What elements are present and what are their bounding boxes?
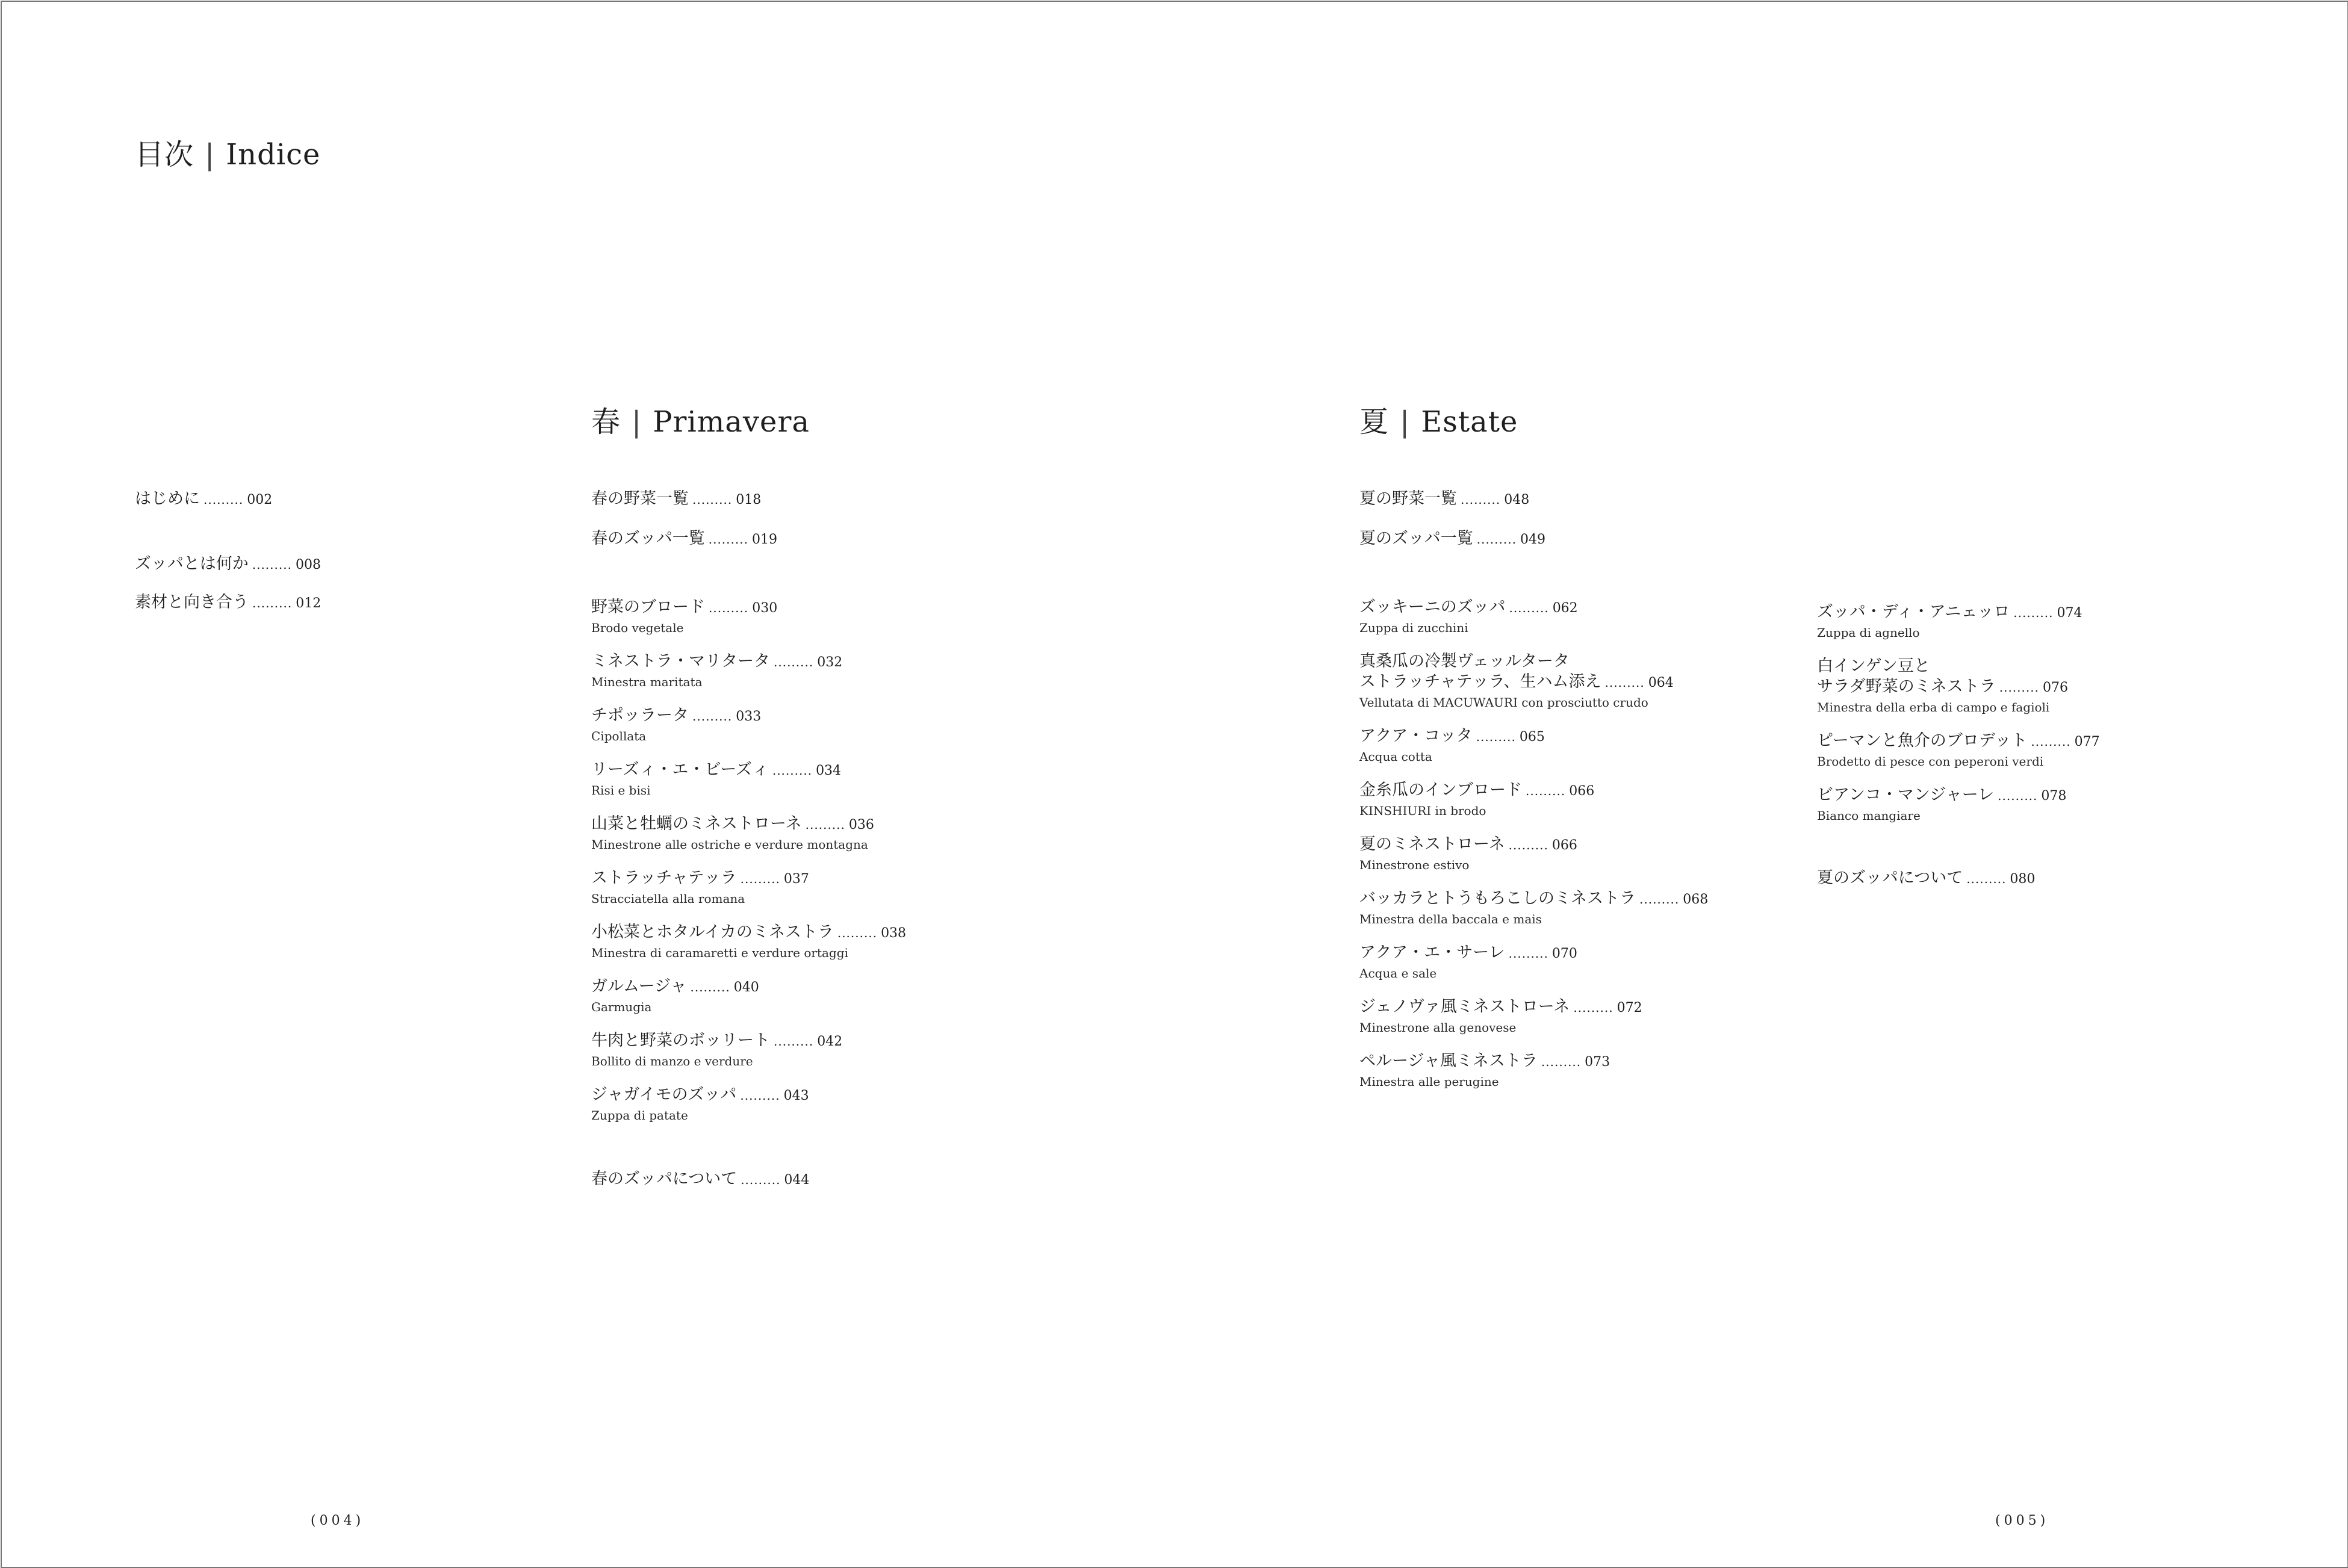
folio-left: (004) <box>311 1513 365 1528</box>
entry-subtitle: Brodetto di pesce con peperoni verdi <box>1817 754 2044 769</box>
entry-title: ペルージャ風ミネストラ <box>1359 1052 1538 1070</box>
entry-title: 牛肉と野菜のボッリート <box>591 1031 770 1050</box>
entry-subtitle: Bollito di manzo e verdure <box>591 1054 753 1068</box>
page-number: 040 <box>733 980 759 995</box>
page-number: 070 <box>1551 946 1577 961</box>
leader-dots: ......... <box>692 492 733 507</box>
entry-title: ジャガイモのズッパ <box>591 1085 737 1104</box>
toc-entry-recipe[interactable] <box>1359 888 1708 928</box>
entry-subtitle: Acqua cotta <box>1359 749 1432 764</box>
toc-entry-recipe[interactable] <box>591 760 906 799</box>
page-number: 080 <box>2010 872 2036 887</box>
leader-dots: ......... <box>1508 838 1548 852</box>
section-separator: | <box>1400 405 1411 439</box>
entry-title: 夏の野菜一覧 <box>1359 489 1457 508</box>
toc-entry-recipe[interactable] <box>591 976 906 1016</box>
entry-subtitle: Minestra della baccala e mais <box>1359 912 1542 926</box>
entry-title: 素材と向き合う <box>135 593 249 612</box>
leader-dots: ......... <box>1573 1000 1613 1015</box>
leader-dots: ......... <box>708 532 748 547</box>
toc-entry-what-is-zuppa[interactable] <box>135 554 321 575</box>
entry-title: 夏のズッパについて <box>1817 869 1963 887</box>
entry-title: 金糸瓜のインブロード <box>1359 781 1522 799</box>
section-title-summer <box>1359 398 1518 440</box>
page-number: 048 <box>1504 492 1530 507</box>
page-number: 073 <box>1585 1055 1610 1070</box>
section-separator: | <box>632 405 642 439</box>
leader-dots: ......... <box>692 709 733 724</box>
toc-entry-recipe[interactable] <box>1359 997 1708 1037</box>
entry-subtitle: KINSHIURI in brodo <box>1359 804 1486 818</box>
leader-dots: ......... <box>1508 946 1548 961</box>
leader-dots: ......... <box>1966 872 2007 886</box>
title-it: Indice <box>226 138 321 172</box>
page-number: 032 <box>817 655 843 670</box>
page-number: 074 <box>2057 606 2082 621</box>
leader-dots: ......... <box>805 817 845 832</box>
toc-entry-recipe[interactable] <box>591 1085 906 1124</box>
entry-title: 山菜と牡蠣のミネストローネ <box>591 814 802 833</box>
summer-column-left <box>1359 489 1708 1105</box>
leader-dots: ......... <box>1509 601 1549 615</box>
toc-entry-recipe[interactable] <box>1817 785 2100 825</box>
leader-dots: ......... <box>1526 784 1566 798</box>
toc-entry-recipe[interactable] <box>1817 602 2100 642</box>
toc-entry-recipe[interactable] <box>591 922 906 962</box>
page-number: 034 <box>816 763 842 778</box>
leader-dots: ......... <box>772 763 813 778</box>
entry-title: ストラッチャテッラ、生ハム添え <box>1359 672 1601 691</box>
entry-title: ピーマンと魚介のブロデット <box>1817 731 2028 750</box>
leader-dots: ......... <box>1604 675 1645 690</box>
toc-entry-recipe[interactable] <box>1359 780 1708 820</box>
page-number: 012 <box>296 596 321 611</box>
entry-title: アクア・エ・サーレ <box>1359 943 1505 962</box>
page-number: 077 <box>2074 734 2100 749</box>
page-number: 008 <box>295 557 321 572</box>
entry-title: アクア・コッタ <box>1359 727 1473 745</box>
leader-dots: ......... <box>774 655 814 669</box>
entry-subtitle: Stracciatella alla romana <box>591 891 745 906</box>
page-number: 068 <box>1683 892 1709 907</box>
leader-dots: ......... <box>740 1088 780 1103</box>
leader-dots: ......... <box>837 926 878 940</box>
leader-dots: ......... <box>1639 892 1680 906</box>
entry-subtitle: Vellutata di MACUWAURI con prosciutto crudo <box>1359 695 1648 710</box>
toc-entry-recipe[interactable] <box>1359 597 1708 637</box>
toc-entry-recipe[interactable] <box>1359 834 1708 874</box>
entry-title: 春のズッパ一覧 <box>591 529 705 548</box>
entry-title: ジェノヴァ風ミネストローネ <box>1359 997 1570 1016</box>
leader-dots: ......... <box>2031 734 2071 749</box>
entry-title: ズッパとは何か <box>135 554 249 573</box>
toc-entry-recipe[interactable] <box>591 1030 906 1070</box>
section-it: Estate <box>1421 405 1518 439</box>
page-number: 043 <box>783 1088 809 1103</box>
entry-title: 小松菜とホタルイカのミネストラ <box>591 923 834 941</box>
entry-subtitle: Garmugia <box>591 1000 652 1014</box>
entry-subtitle: Minestrone alla genovese <box>1359 1020 1517 1035</box>
entry-title: ストラッチャテッラ <box>591 869 737 887</box>
leader-dots: ......... <box>1541 1055 1582 1069</box>
toc-entry-ingredients[interactable] <box>135 592 321 614</box>
entry-title: 春の野菜一覧 <box>591 489 689 508</box>
entry-title: ガルムージャ <box>591 977 687 996</box>
page-title <box>135 131 320 173</box>
entry-title-line1: 真桑瓜の冷製ヴェッルタータ <box>1359 652 1570 671</box>
toc-entry-recipe[interactable] <box>591 705 906 745</box>
entry-title: リーズィ・エ・ビーズィ <box>591 760 769 779</box>
toc-entry-recipe[interactable] <box>1359 1051 1708 1091</box>
title-jp: 目次 <box>135 138 194 172</box>
section-title-spring <box>591 398 810 440</box>
page-number: 064 <box>1648 675 1674 690</box>
section-jp: 夏 <box>1359 405 1390 439</box>
page-number: 066 <box>1569 784 1595 799</box>
entry-title-line1: 白インゲン豆と <box>1817 657 1930 675</box>
intro-column <box>135 489 321 631</box>
section-it: Primavera <box>653 405 810 439</box>
page-number: 037 <box>783 872 809 887</box>
toc-entry-spring-zuppa-list[interactable] <box>591 528 906 550</box>
page-number: 078 <box>2041 789 2067 804</box>
entry-subtitle: Minestrone alle ostriche e verdure montagna <box>591 837 868 852</box>
entry-subtitle: Risi e bisi <box>591 783 651 798</box>
page-number: 018 <box>736 492 762 507</box>
title-separator: | <box>205 138 216 172</box>
entry-title: 夏のミネストローネ <box>1359 835 1505 854</box>
page-number: 076 <box>2042 680 2068 695</box>
entry-title: はじめに <box>135 489 200 508</box>
leader-dots: ......... <box>741 1173 781 1187</box>
toc-entry-summer-about[interactable] <box>1817 868 2100 890</box>
page-number: 065 <box>1519 730 1545 745</box>
entry-title: 夏のズッパ一覧 <box>1359 529 1473 548</box>
entry-title: ミネストラ・マリタータ <box>591 652 770 671</box>
entry-subtitle: Cipollata <box>591 729 647 743</box>
leader-dots: ......... <box>252 596 293 610</box>
toc-entry-recipe[interactable] <box>591 597 906 637</box>
entry-title: バッカラとトうもろこしのミネストラ <box>1359 889 1636 908</box>
leader-dots: ......... <box>690 980 730 994</box>
entry-subtitle: Brodo vegetale <box>591 621 684 635</box>
page-number: 049 <box>1520 532 1545 547</box>
summer-column-right <box>1817 602 2100 890</box>
toc-entry-summer-vegetables[interactable] <box>1359 489 1708 510</box>
toc-entry-recipe[interactable] <box>1359 726 1708 766</box>
leader-dots: ......... <box>1999 680 2039 695</box>
page-number: 019 <box>751 532 777 547</box>
page-number: 002 <box>247 492 273 507</box>
page-number: 042 <box>817 1034 843 1049</box>
entry-title: ズッキーニのズッパ <box>1359 598 1506 616</box>
entry-subtitle: Minestra di caramaretti e verdure ortaggi <box>591 946 848 960</box>
entry-title: サラダ野菜のミネストラ <box>1817 677 1996 696</box>
entry-subtitle: Minestrone estivo <box>1359 858 1470 872</box>
page-number: 066 <box>1551 838 1577 853</box>
leader-dots: ......... <box>1476 730 1516 744</box>
toc-entry-recipe[interactable] <box>591 868 906 908</box>
page-number: 033 <box>736 709 762 724</box>
entry-subtitle: Minestra della erba di campo e fagioli <box>1817 700 2050 714</box>
entry-subtitle: Zuppa di patate <box>591 1108 688 1123</box>
entry-subtitle: Acqua e sale <box>1359 966 1437 981</box>
leader-dots: ......... <box>709 601 749 615</box>
page-number: 036 <box>848 817 874 832</box>
page-number: 030 <box>752 601 778 616</box>
toc-entry-summer-zuppa-list[interactable] <box>1359 528 1708 550</box>
toc-entry-recipe[interactable] <box>1817 656 2100 716</box>
entry-subtitle: Minestra alle perugine <box>1359 1074 1499 1089</box>
toc-entry-recipe[interactable] <box>1359 943 1708 982</box>
toc-entry-intro[interactable] <box>135 489 321 510</box>
toc-entry-recipe[interactable] <box>591 814 906 854</box>
entry-title: 野菜のブロード <box>591 598 705 616</box>
entry-subtitle: Bianco mangiare <box>1817 808 1921 823</box>
page-number: 044 <box>784 1173 810 1188</box>
toc-entry-recipe[interactable] <box>1817 731 2100 770</box>
leader-dots: ......... <box>774 1034 814 1049</box>
entry-title: ビアンコ・マンジャーレ <box>1817 786 1995 804</box>
folio-right: (005) <box>1995 1513 2049 1528</box>
toc-entry-recipe[interactable] <box>1359 651 1708 711</box>
page-number: 038 <box>881 926 907 941</box>
leader-dots: ......... <box>740 872 780 886</box>
spring-column <box>591 489 906 1191</box>
page-number: 062 <box>1552 601 1578 616</box>
entry-subtitle: Minestra maritata <box>591 675 703 689</box>
page-number: 072 <box>1617 1000 1642 1015</box>
entry-title: チポッラータ <box>591 706 689 725</box>
entry-subtitle: Zuppa di agnello <box>1817 625 1920 640</box>
leader-dots: ......... <box>203 492 244 507</box>
entry-subtitle: Zuppa di zucchini <box>1359 621 1468 635</box>
entry-title: ズッパ・ディ・アニェッロ <box>1817 603 2010 621</box>
section-jp: 春 <box>591 405 621 439</box>
toc-entry-recipe[interactable] <box>591 651 906 691</box>
leader-dots: ......... <box>1461 492 1501 507</box>
entry-title: 春のズッパについて <box>591 1170 738 1188</box>
leader-dots: ......... <box>1476 532 1517 547</box>
leader-dots: ......... <box>2013 606 2054 620</box>
toc-entry-spring-about[interactable] <box>591 1169 906 1191</box>
leader-dots: ......... <box>252 557 292 572</box>
leader-dots: ......... <box>1998 789 2038 803</box>
toc-entry-spring-vegetables[interactable] <box>591 489 906 510</box>
